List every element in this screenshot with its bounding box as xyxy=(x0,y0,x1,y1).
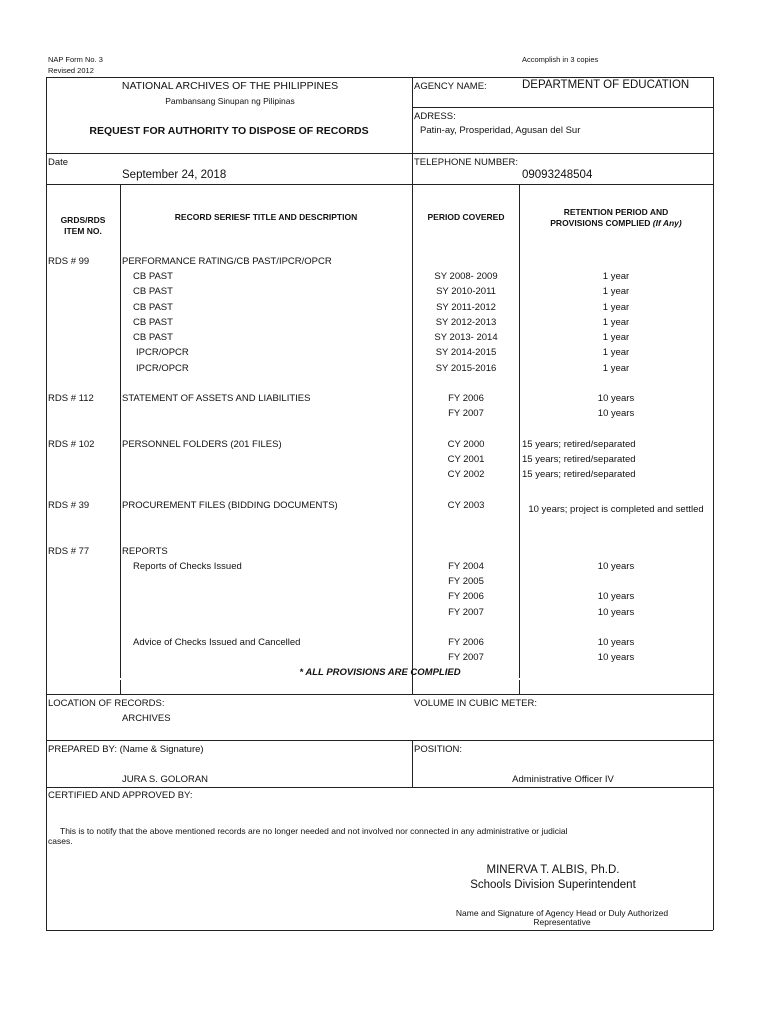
table-row-retention: 10 years; project is completed and settled xyxy=(528,504,704,515)
table-row-retention: 1 year xyxy=(602,363,630,374)
table-row-retention: 15 years; retired/separated xyxy=(522,469,636,480)
position-value: Administrative Officer IV xyxy=(512,774,614,785)
request-title: REQUEST FOR AUTHORITY TO DISPOSE OF RECORDS xyxy=(89,125,369,137)
table-row-retention: 10 years xyxy=(597,393,635,404)
table-row-period: FY 2004 xyxy=(448,561,484,572)
table-row-title: Advice of Checks Issued and Cancelled xyxy=(133,637,301,648)
signature-caption: Name and Signature of Agency Head or Duly Authorized Representative xyxy=(455,908,669,927)
col-title-header: RECORD SERIESF TITLE AND DESCRIPTION xyxy=(174,212,358,222)
table-row-retention: 10 years xyxy=(597,607,635,618)
date-value: September 24, 2018 xyxy=(122,169,227,181)
table-row-period: SY 2008- 2009 xyxy=(434,271,498,282)
table-row-title: REPORTS xyxy=(122,546,168,557)
table-row-title: CB PAST xyxy=(133,286,173,297)
table-row-item: RDS # 99 xyxy=(48,256,90,267)
archives-name: NATIONAL ARCHIVES OF THE PHILIPPINES xyxy=(121,80,339,92)
col-item-header: GRDS/RDS ITEM NO. xyxy=(60,215,106,236)
table-row-retention: 15 years; retired/separated xyxy=(522,454,636,465)
table-row-period: FY 2005 xyxy=(448,576,484,587)
table-row-period: SY 2010-2011 xyxy=(436,286,496,297)
table-row-retention: 10 years xyxy=(597,591,635,602)
notice-text-continued: cases. xyxy=(48,836,73,846)
agency-label: AGENCY NAME: xyxy=(414,81,487,92)
table-row-period: FY 2006 xyxy=(448,637,484,648)
prepared-name: JURA S. GOLORAN xyxy=(122,774,209,785)
address-value: Patin-ay, Prosperidad, Agusan del Sur xyxy=(420,125,581,136)
head-title: Schools Division Superintendent xyxy=(470,879,636,891)
table-row-period: CY 2003 xyxy=(447,500,485,511)
address-label: ADRESS: xyxy=(414,111,456,122)
telephone-value: 09093248504 xyxy=(522,169,593,181)
table-row-title: STATEMENT OF ASSETS AND LIABILITIES xyxy=(122,393,311,404)
location-value: ARCHIVES xyxy=(122,713,171,724)
certified-label: CERTIFIED AND APPROVED BY: xyxy=(48,790,193,801)
form-code: NAP Form No. 3 xyxy=(48,55,103,64)
table-row-item: RDS # 39 xyxy=(48,500,90,511)
col-retention-header: RETENTION PERIOD AND PROVISIONS COMPLIED (If Any) xyxy=(550,207,682,228)
form-revised: Revised 2012 xyxy=(48,66,94,75)
table-row-period: FY 2006 xyxy=(448,591,484,602)
table-row-retention: 10 years xyxy=(597,561,635,572)
position-label: POSITION: xyxy=(414,744,463,755)
table-row-retention: 1 year xyxy=(602,332,630,343)
table-row-item: RDS # 112 xyxy=(48,393,94,404)
date-label: Date xyxy=(48,157,69,168)
table-row-title: PERFORMANCE RATING/CB PAST/IPCR/OPCR xyxy=(122,256,332,267)
location-label: LOCATION OF RECORDS: xyxy=(48,698,165,709)
table-row-item: RDS # 102 xyxy=(48,439,95,450)
table-row-retention: 1 year xyxy=(602,286,630,297)
prepared-label: PREPARED BY: (Name & Signature) xyxy=(48,744,204,755)
agency-value: DEPARTMENT OF EDUCATION xyxy=(522,79,690,91)
table-row-retention: 10 years xyxy=(597,637,635,648)
table-row-retention: 1 year xyxy=(602,317,630,328)
head-name: MINERVA T. ALBIS, Ph.D. xyxy=(486,864,620,876)
table-row-period: SY 2011-2012 xyxy=(436,302,496,313)
notice-text: This is to notify that the above mentioned records are no longer needed and not involved nor connected in any administrative or judicial xyxy=(60,826,568,836)
table-row-period: CY 2001 xyxy=(447,454,485,465)
table-row-period: CY 2002 xyxy=(447,469,485,480)
table-row-period: SY 2013- 2014 xyxy=(434,332,498,343)
table-row-period: FY 2006 xyxy=(448,393,484,404)
volume-label: VOLUME IN CUBIC METER: xyxy=(414,698,537,709)
table-row-retention: 15 years; retired/separated xyxy=(522,439,636,450)
table-row-retention: 1 year xyxy=(602,302,630,313)
table-row-title: CB PAST xyxy=(133,271,173,282)
table-row-title: IPCR/OPCR xyxy=(136,363,189,374)
table-row-retention: 10 years xyxy=(597,652,635,663)
table-row-period: SY 2015-2016 xyxy=(435,363,497,374)
table-row-title: PERSONNEL FOLDERS (201 FILES) xyxy=(122,439,282,450)
table-row-title: PROCUREMENT FILES (BIDDING DOCUMENTS) xyxy=(122,500,338,511)
table-row-title: CB PAST xyxy=(133,332,173,343)
table-row-title: Reports of Checks Issued xyxy=(133,561,242,572)
table-row-period: CY 2000 xyxy=(447,439,485,450)
table-row-retention: 1 year xyxy=(602,347,630,358)
table-row-period: SY 2012-2013 xyxy=(435,317,497,328)
table-row-title: IPCR/OPCR xyxy=(136,347,189,358)
form-copies: Accomplish in 3 copies xyxy=(522,55,599,64)
table-row-period: FY 2007 xyxy=(448,607,484,618)
table-row-title: CB PAST xyxy=(133,302,173,313)
table-row-title: CB PAST xyxy=(133,317,173,328)
table-row-retention: 10 years xyxy=(597,408,635,419)
table-row-item: RDS # 77 xyxy=(48,546,90,557)
table-row-retention: 1 year xyxy=(602,271,630,282)
telephone-label: TELEPHONE NUMBER: xyxy=(414,157,518,168)
table-footnote: * ALL PROVISIONS ARE COMPLIED xyxy=(299,667,461,678)
table-row-period: FY 2007 xyxy=(448,408,484,419)
archives-subtitle: Pambansang Sinupan ng Pilipinas xyxy=(165,96,295,106)
col-period-header: PERIOD COVERED xyxy=(427,212,505,222)
table-row-period: SY 2014-2015 xyxy=(435,347,497,358)
table-row-period: FY 2007 xyxy=(448,652,484,663)
